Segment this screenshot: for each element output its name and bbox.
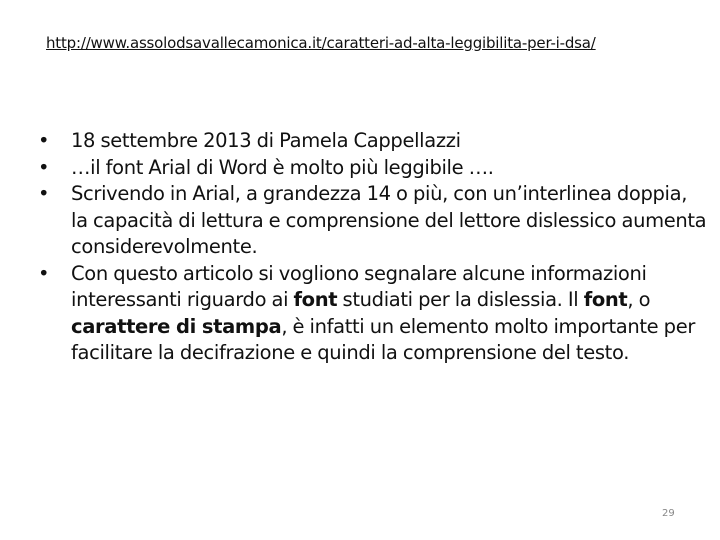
page-number: 29 <box>662 508 675 519</box>
bullet-text-part: , è infatti un elemento molto importante per facilitare la decifrazione e quindi la comprensione del testo. <box>71 314 696 364</box>
bullet-icon: • <box>38 261 50 285</box>
bullet-icon: • <box>38 129 50 152</box>
bullet-bold-text: font <box>293 288 338 311</box>
bullet-item <box>38 155 708 182</box>
bullet-text-part: Con questo articolo si vogliono segnalare alcune informazioni interessanti riguardo ai <box>71 261 647 311</box>
bullet-icon: • <box>38 155 50 179</box>
bullet-list <box>38 128 708 367</box>
bullet-text-part: studiati per la dislessia. Il <box>337 288 584 311</box>
bullet-text: Scrivendo in Arial, a grandezza 14 o più, con un’interlinea doppia, la capacità di lettura e comprensione del lettore dislessico aumenta considerevolmente. <box>71 182 707 258</box>
bullet-text: …il font Arial di Word è molto più leggibile …. <box>71 155 494 179</box>
bullet-bold-text: font <box>583 288 628 311</box>
bullet-item <box>38 128 708 155</box>
bullet-text-part: , o <box>627 288 651 311</box>
bullet-item <box>38 261 708 367</box>
source-link[interactable]: http://www.assolodsavallecamonica.it/caratteri-ad-alta-leggibilita-per-i-dsa/ <box>46 34 596 52</box>
bullet-bold-text: carattere di stampa <box>71 314 282 338</box>
bullet-text: 18 settembre 2013 di Pamela Cappellazzi <box>71 129 461 152</box>
bullet-icon: • <box>38 182 50 205</box>
bullet-item <box>38 181 708 261</box>
